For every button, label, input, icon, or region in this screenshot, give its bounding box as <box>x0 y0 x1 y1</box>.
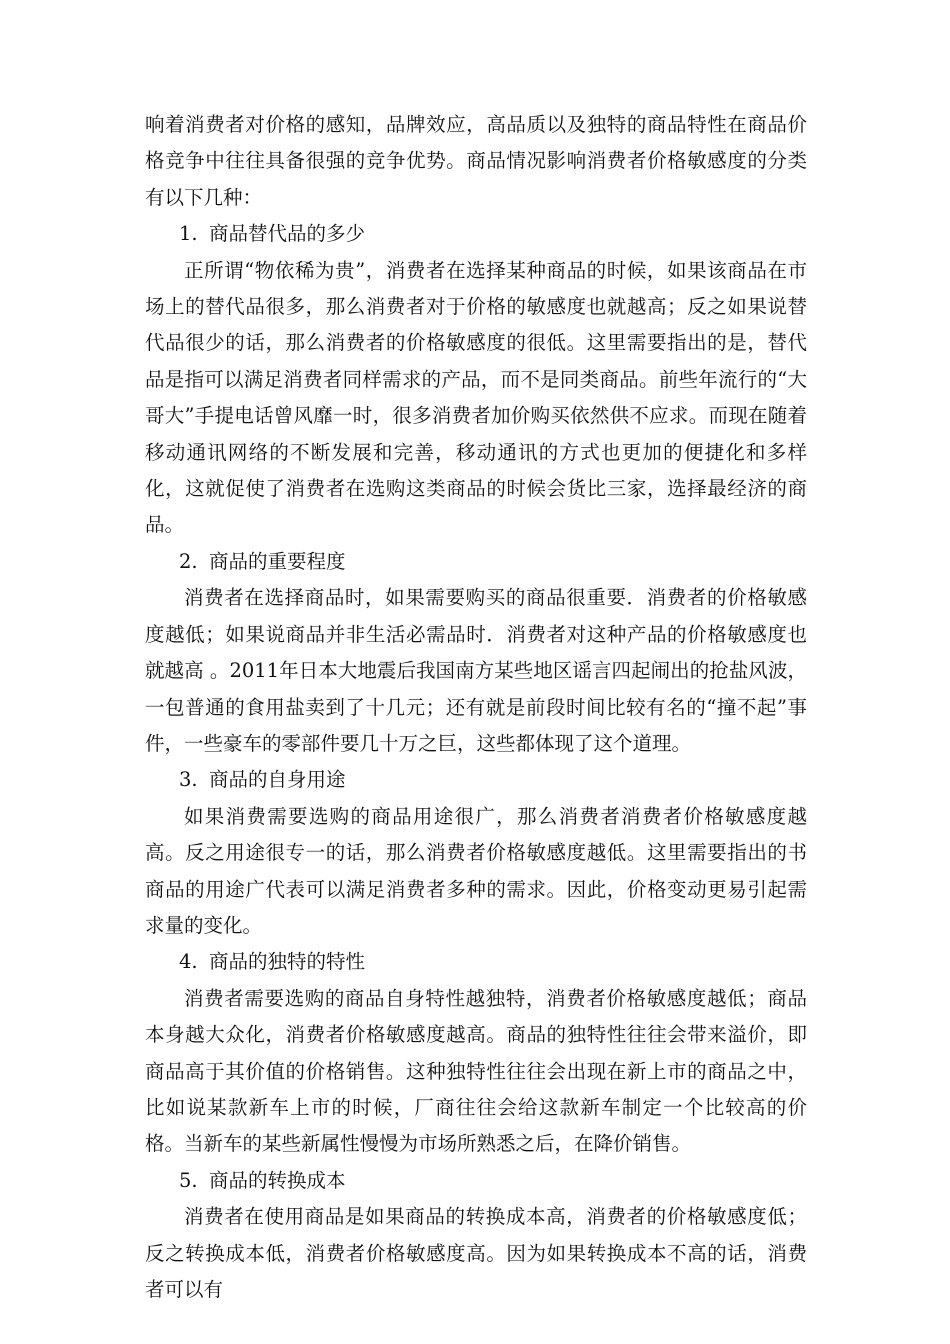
section-heading-3 <box>145 762 807 798</box>
section-number: 5. <box>179 1168 198 1192</box>
section-title: 商品的重要程度 <box>209 549 346 573</box>
intro-paragraph: 响着消费者对价格的感知，品牌效应，高品质以及独特的商品特性在商品价格竞争中往往具备很强的竞争优势。商品情况影响消费者价格敏感度的分类有以下几种： <box>145 113 807 209</box>
section-number: 1. <box>179 222 198 246</box>
section-title: 商品的独特的特性 <box>209 950 366 974</box>
section-title: 商品的转换成本 <box>209 1168 346 1192</box>
section-paragraph-5: 消费者在使用商品是如果商品的转换成本高，消费者的价格敏感度低；反之转换成本低，消费者价格敏感度高。因为如果转换成本不高的话，消费者可以有 <box>145 1205 807 1301</box>
section-heading-5 <box>145 1163 807 1199</box>
section-paragraph-3: 如果消费需要选购的商品用途很广，那么消费者消费者价格敏感度越高。反之用途很专一的话，那么消费者价格敏感度越低。这里需要指出的书商品的用途广代表可以满足消费者多种的需求。因此，价格变动更易引起需求量的变化。 <box>145 804 807 937</box>
section-paragraph-1: 正所谓“物依稀为贵”，消费者在选择某种商品的时候，如果该商品在市场上的替代品很多，那么消费者对于价格的敏感度也就越高；反之如果说替代品很少的话，那么消费者的价格敏感度的很低。这里需要指出的是，替代品是指可以满足消费者同样需求的产品，而不是同类商品。前些年流行的“大哥大”手提电话曾风靡一时，很多消费者加价购买依然供不应求。而现在随着移动通讯网络的不断发展和完善，移动通讯的方式也更加的便捷化和多样化，这就促使了消费者在选购这类商品的时候会货比三家，选择最经济的商品。 <box>145 258 807 537</box>
section-title: 商品替代品的多少 <box>209 222 366 246</box>
section-paragraph-4: 消费者需要选购的商品自身特性越独特，消费者价格敏感度越低；商品本身越大众化，消费者价格敏感度越高。商品的独特性往往会带来溢价，即商品高于其价值的价格销售。这种独特性往往会出现在新上市的商品之中，比如说某款新车上市的时候，厂商往往会给这款新车制定一个比较高的价格。当新车的某些新属性慢慢为市场所熟悉之后，在降价销售。 <box>145 986 807 1156</box>
section-title: 商品的自身用途 <box>209 768 346 792</box>
section-paragraph-2: 消费者在选择商品时，如果需要购买的商品很重要．消费者的价格敏感度越低；如果说商品并非生活必需品时．消费者对这种产品的价格敏感度也就越高 。2011年日本大地震后我国南方某些地区谣言四起闹出的抢盐风波，一包普通的食用盐卖到了十几元；还有就是前段时间比较有名的“撞不起”事件，一些豪车的零部件要几十万之巨，这些都体现了这个道理。 <box>145 586 807 755</box>
section-heading-1 <box>145 216 807 252</box>
section-number: 2. <box>179 549 198 573</box>
section-heading-2 <box>145 544 807 580</box>
section-number: 4. <box>179 950 198 974</box>
document-body <box>145 107 807 1308</box>
section-number: 3. <box>179 768 198 792</box>
section-heading-4 <box>145 944 807 980</box>
